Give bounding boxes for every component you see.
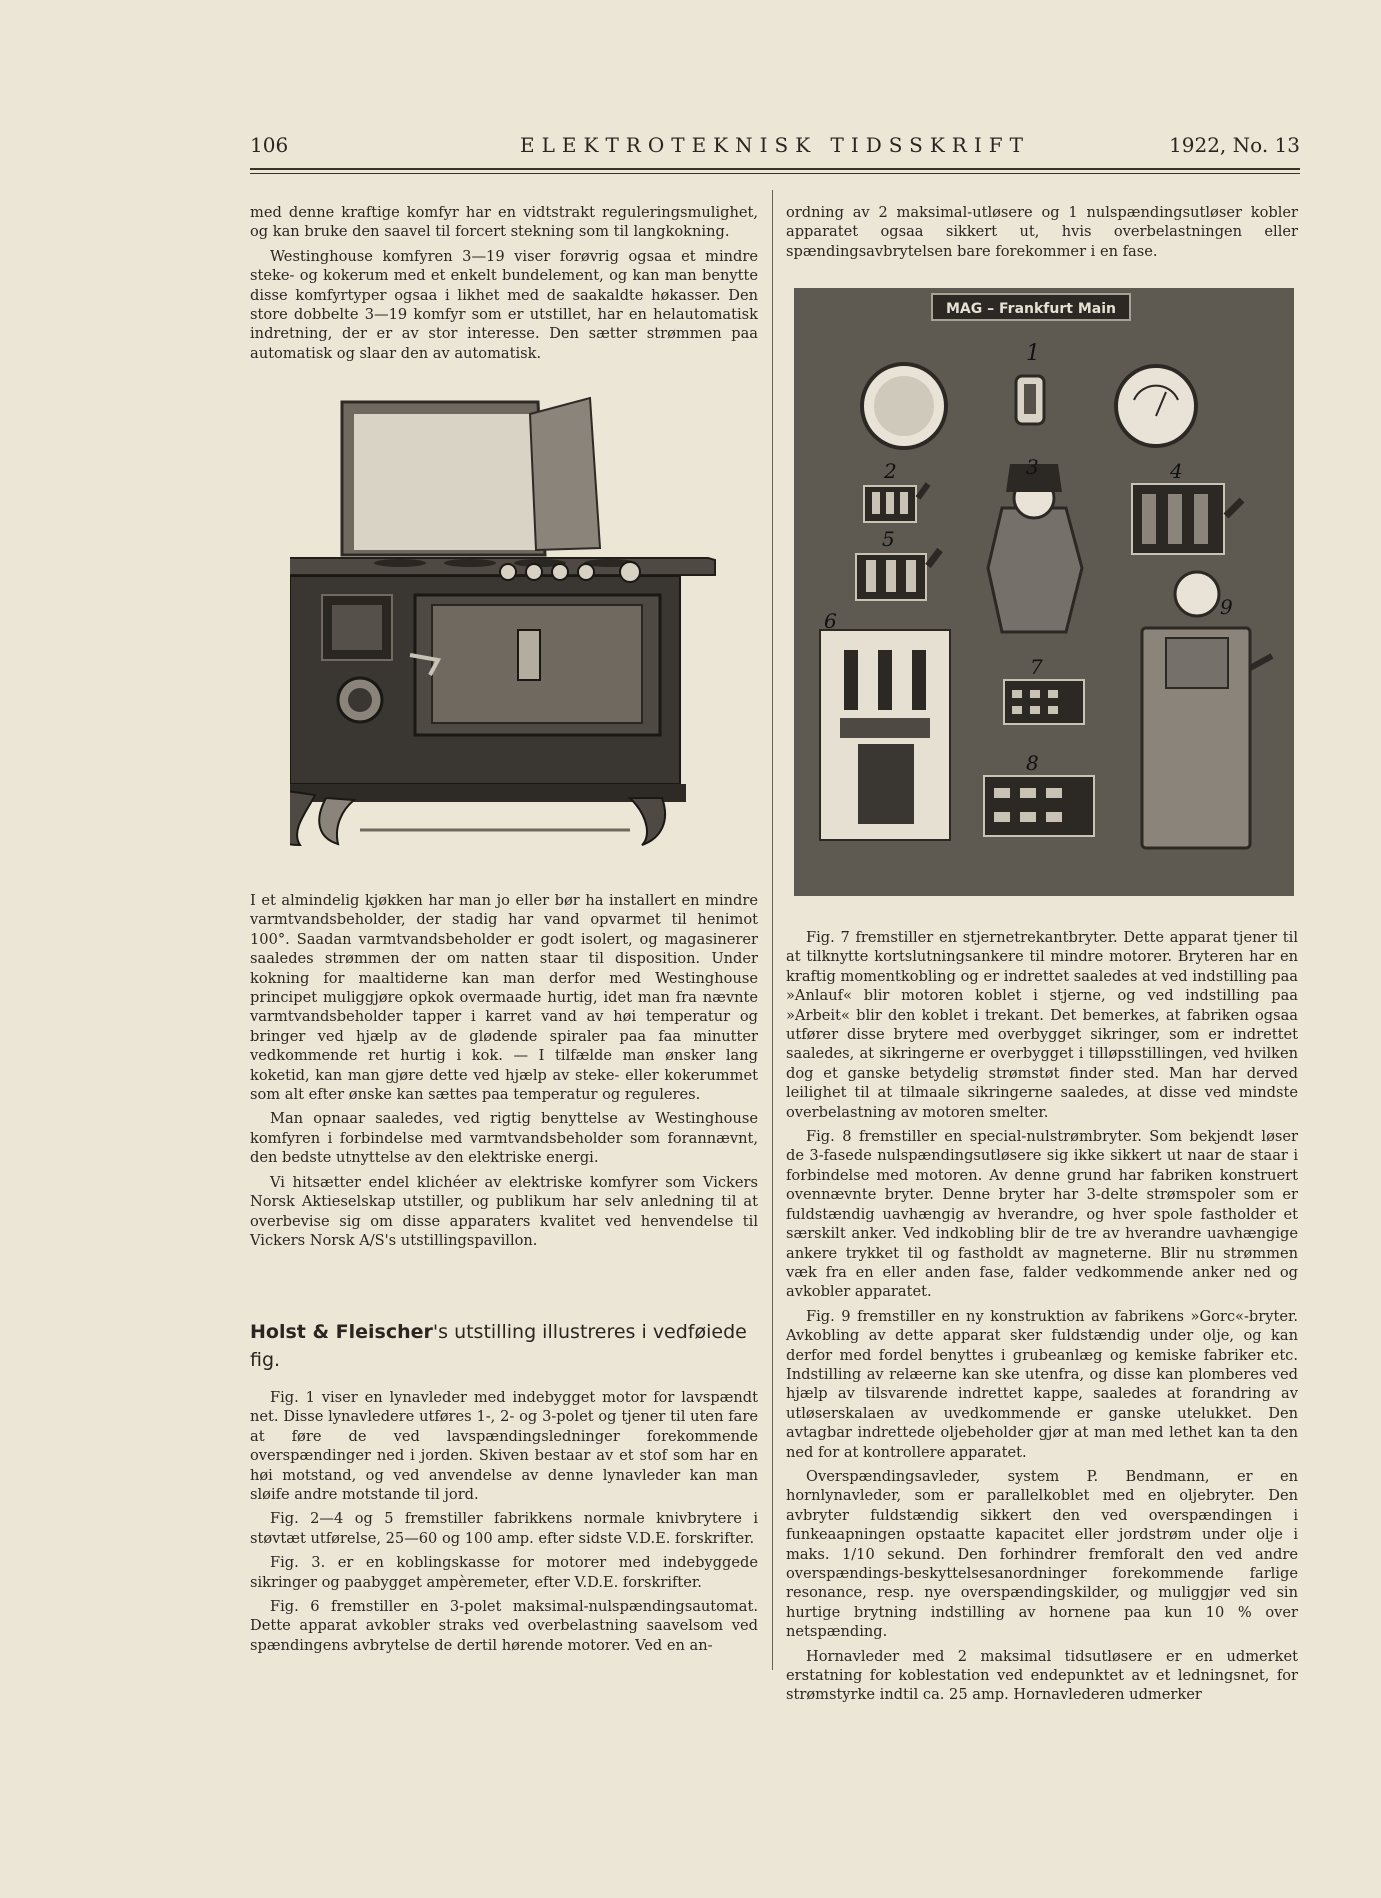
paragraph: Fig. 3. er en koblingskasse for motorer med indebyggede sikringer og paabygget ampèremeter, efter V.D.E. forskrifter. <box>250 1554 758 1591</box>
stove-burner <box>374 559 426 567</box>
switchboard-drawing <box>794 288 1294 896</box>
switch-contact <box>1012 706 1022 714</box>
manufacturer-sign-text: MAG – Frankfurt Main <box>946 301 1116 317</box>
paragraph: Fig. 2—4 og 5 fremstiller fabrikkens normale knivbrytere i støvtæt utførelse, 25—60 og 100 amp. efter sidste V.D.E. forskrifter. <box>250 1510 758 1547</box>
paragraph: Man opnaar saaledes, ved rigtig benyttelse av Westinghouse komfyren i forbindelse med varmtvandsbeholder som forannævnt, den bedste utnyttelse av den elektriske energi. <box>250 1110 758 1167</box>
stove-leg <box>319 798 354 844</box>
oil-switch-head <box>1166 638 1228 688</box>
switchboard-photo <box>794 288 1294 896</box>
stove-small-door-panel <box>332 605 382 650</box>
heading-rest: 's utstilling illustreres i vedføiede fig. <box>250 1321 747 1371</box>
left-column-bottom-text <box>250 1388 758 1655</box>
photo-label: 3 <box>1026 455 1039 479</box>
stove-knob <box>500 564 516 580</box>
lightning-arrester-core <box>1024 384 1036 414</box>
switch-contact <box>1046 788 1062 798</box>
paragraph: I et almindelig kjøkken har man jo eller bør ha installert en mindre varmtvandsbeholder, der stadig har vand opvarmet til henimot 100°. Saadan varmtvandsbeholder er godt isolert, og magasinerer saaledes strømmen der om natten staar til disposition. Under kokning for maaltiderne kan man derfor med Westinghouse principet muliggjøre opkok overmaade hurtig, idet man fra nævnte varmtvandsbeholder tapper i karret vand av høi temperatur og bringer ved hjælp av de glødende spiraler paa faa minutter vedkommende ret hurtig i kok. — I tilfælde man ønsker lang koketid, kan man gjøre dette ved hjælp av steke- eller kokerummet som alt efter ønske kan sættes paa temperatur og reguleres. <box>250 892 758 1104</box>
switch-pole <box>1194 494 1208 544</box>
paragraph: Hornavleder med 2 maksimal tidsutløsere er en udmerket erstatning for koblestation ved endepunktet av et ledningsnet, for strømstyrke indtil ca. 25 amp. Hornavlederen udmerker <box>786 1647 1298 1704</box>
left-column-middle-text <box>250 891 758 1250</box>
heading-company: Holst & Fleischer <box>250 1321 433 1343</box>
stove-illustration <box>290 390 720 850</box>
stove-leg <box>290 790 315 845</box>
star-delta-switch <box>1004 680 1084 724</box>
right-column-bottom-text <box>786 928 1298 1705</box>
null-current-switch <box>984 776 1094 836</box>
ammeter-gauge <box>1116 366 1196 446</box>
paragraph: Vi hitsætter endel klichéer av elektriske komfyrer som Vickers Norsk Aktieselskap utstiller, og publikum har selv anledning til at overbevise sig om disse apparaters kvalitet ved henvendelse til Vickers Norsk A/S's utstillingspavillon. <box>250 1173 758 1249</box>
knife-blade <box>866 560 876 592</box>
automaton-bar <box>840 718 930 738</box>
knife-blade <box>872 492 880 514</box>
switch-contact <box>1048 706 1058 714</box>
oil-switch-gauge <box>1175 572 1219 616</box>
photo-label: 8 <box>1026 751 1039 775</box>
switch-contact <box>1046 812 1062 822</box>
automaton-coil <box>912 650 926 710</box>
stove-knob <box>552 564 568 580</box>
page-number: 106 <box>250 133 289 157</box>
motor-switch-box <box>988 508 1082 632</box>
automaton-coil <box>878 650 892 710</box>
gauge-left-face <box>874 376 934 436</box>
knife-blade <box>900 492 908 514</box>
photo-label: 1 <box>1026 341 1040 366</box>
column-divider <box>772 190 773 1670</box>
automaton-mechanism <box>858 744 914 824</box>
switch-contact <box>994 812 1010 822</box>
stove-burner <box>444 559 496 567</box>
paragraph: Fig. 6 fremstiller en 3-polet maksimal-nulspændingsautomat. Dette apparat avkobler straks ved overbelastning saavelsom ved spændingens avbrytelse de dertil hørende motorer. Ved en an- <box>250 1598 758 1654</box>
stove-hood-side <box>530 398 600 550</box>
switch-contact <box>1030 706 1040 714</box>
photo-label: 9 <box>1220 595 1233 619</box>
switch-contact <box>1030 690 1040 698</box>
paragraph: ordning av 2 maksimal-utløsere og 1 nulspændingsutløser kobler apparatet ogsaa sikkert ut, hvis overbelastningen eller spændingsavbrytelsen bare forekommer i en fase. <box>786 204 1298 260</box>
switch-contact <box>1012 690 1022 698</box>
automaton-coil <box>844 650 858 710</box>
paragraph: Fig. 7 fremstiller en stjernetrekantbryter. Dette apparat tjener til at tilknytte kortslutningsankere til mindre motorer. Bryteren har en kraftig momentkobling og er indrettet saaledes at ved indstilling paa »Anlauf« blir motoren koblet i stjerne, og ved indstilling paa »Arbeit« blir den koblet i trekant. Det bemerkes, at fabriken ogsaa utfører disse brytere med overbygget sikringer, som er indrettet saaledes, at sikringerne er overbygget i tilløpsstillingen, ved hvilken dog et ganske betydelig strømstøt finder sted. Man har derved leilighet til at tilmaale sikringerne saaledes, at disse ved mindste overbelastning av motoren smelter. <box>786 929 1298 1121</box>
paragraph: Fig. 9 fremstiller en ny konstruktion av fabrikens »Gorc«-bryter. Avkobling av dette apparat sker fuldstændig under olje, og kan derfor med fordel benyttes i grubeanlæg og kemiske fabriker etc. Indstilling av relæerne kan ske utenfra, og disse kan plomberes ved hjælp av tilsvarende indrettet kappe, saaledes at forandring av utløserskalaen av uvedkommende er ganske utelukket. Den avtagbar indrettede oljebeholder gjør at man med lethet kan ta den ned for at kontrollere apparatet. <box>786 1307 1298 1461</box>
stove-hood-inner <box>354 414 536 550</box>
paragraph: Fig. 8 fremstiller en special-nulstrømbryter. Som bekjendt løser de 3-fasede nulspændingsutløsere sig ikke sikkert ut naar de staar i forbindelse med motoren. Av denne grund har fabriken konstruert ovennævnte bryter. Denne bryter har 3-delte strømspoler som er fuldstændig uavhængig av hverandre, og hver spole fastholder et særskilt anker. Ved indkobling blir de tre av hverandre uavhængige ankere trykket til og fastholdt av magneterne. Blir nu strømmen væk fra en eller anden fase, falder vedkommende anker ned og avkobler apparatet. <box>786 1128 1298 1301</box>
stove-drawing <box>290 390 720 850</box>
switch-contact <box>1020 812 1036 822</box>
left-column-top-text <box>250 203 758 363</box>
switch-contact <box>1020 788 1036 798</box>
photo-label: 6 <box>824 609 837 633</box>
photo-label: 4 <box>1170 459 1183 483</box>
section-heading <box>250 1318 758 1374</box>
stove-knob <box>578 564 594 580</box>
right-column-top-text <box>786 203 1298 261</box>
paragraph: Overspændingsavleder, system P. Bendmann, er en hornlynavleder, som er parallelkoblet med en oljebryter. Den avbryter fuldstændig sikkert den ved overspændingen i funkeaapningen opstaatte kapacitet eller jordstrøm under olje i maks. 1/10 sekund. Den forhindrer fremforalt den ved andre overspændings-beskyttelsesanordninger forekommende farlige resonance, resp. nye overspændingskilder, og muliggjør ved sin hurtige brytning indstilling av hornene paa kun 10 % over netspænding. <box>786 1467 1298 1641</box>
issue-number: 1922, No. 13 <box>1169 133 1300 157</box>
knife-blade <box>906 560 916 592</box>
switch-pole <box>1142 494 1156 544</box>
paragraph: med denne kraftige komfyr har en vidtstrakt reguleringsmulighet, og kan bruke den saavel til forcert stekning som til langkokning. <box>250 204 758 241</box>
paragraph: Westinghouse komfyren 3—19 viser forøvrig ogsaa et mindre steke- og kokerum med et enkelt bundelement, og kan man benytte disse komfyrtyper ogsaa i likhet med de saakaldte høkasser. Den store dobbelte 3—19 komfyr som er utstillet, har en helautomatisk indretning, der er av stor interesse. Den sætter strømmen paa automatisk og slaar den av automatisk. <box>250 247 758 362</box>
knife-blade <box>886 560 896 592</box>
switch-contact <box>1048 690 1058 698</box>
stove-knob <box>526 564 542 580</box>
journal-title: ELEKTROTEKNISK TIDSSKRIFT <box>520 133 1030 157</box>
photo-label: 5 <box>882 527 895 551</box>
paragraph: Fig. 1 viser en lynavleder med indebygget motor for lavspændt net. Disse lynavledere utføres 1-, 2- og 3-polet og tjener til uten fare at føre de ved lavspændingsledninger forekommende overspændinger ned i jorden. Skiven bestaar av et stof som har en høi motstand, og ved anvendelse av denne lynavleder kan man sløife andre motstande til jord. <box>250 1389 758 1504</box>
photo-label: 7 <box>1030 655 1043 679</box>
page-header <box>250 133 1300 161</box>
stove-leg <box>630 798 665 845</box>
switch-contact <box>994 788 1010 798</box>
switch-pole <box>1168 494 1182 544</box>
header-rule-thick <box>250 168 1300 170</box>
knife-blade <box>886 492 894 514</box>
stove-thermometer <box>620 562 640 582</box>
header-rule-thin <box>250 173 1300 174</box>
stove-oven-handle <box>518 630 540 680</box>
stove-dial-center <box>348 688 372 712</box>
photo-label: 2 <box>884 459 897 483</box>
